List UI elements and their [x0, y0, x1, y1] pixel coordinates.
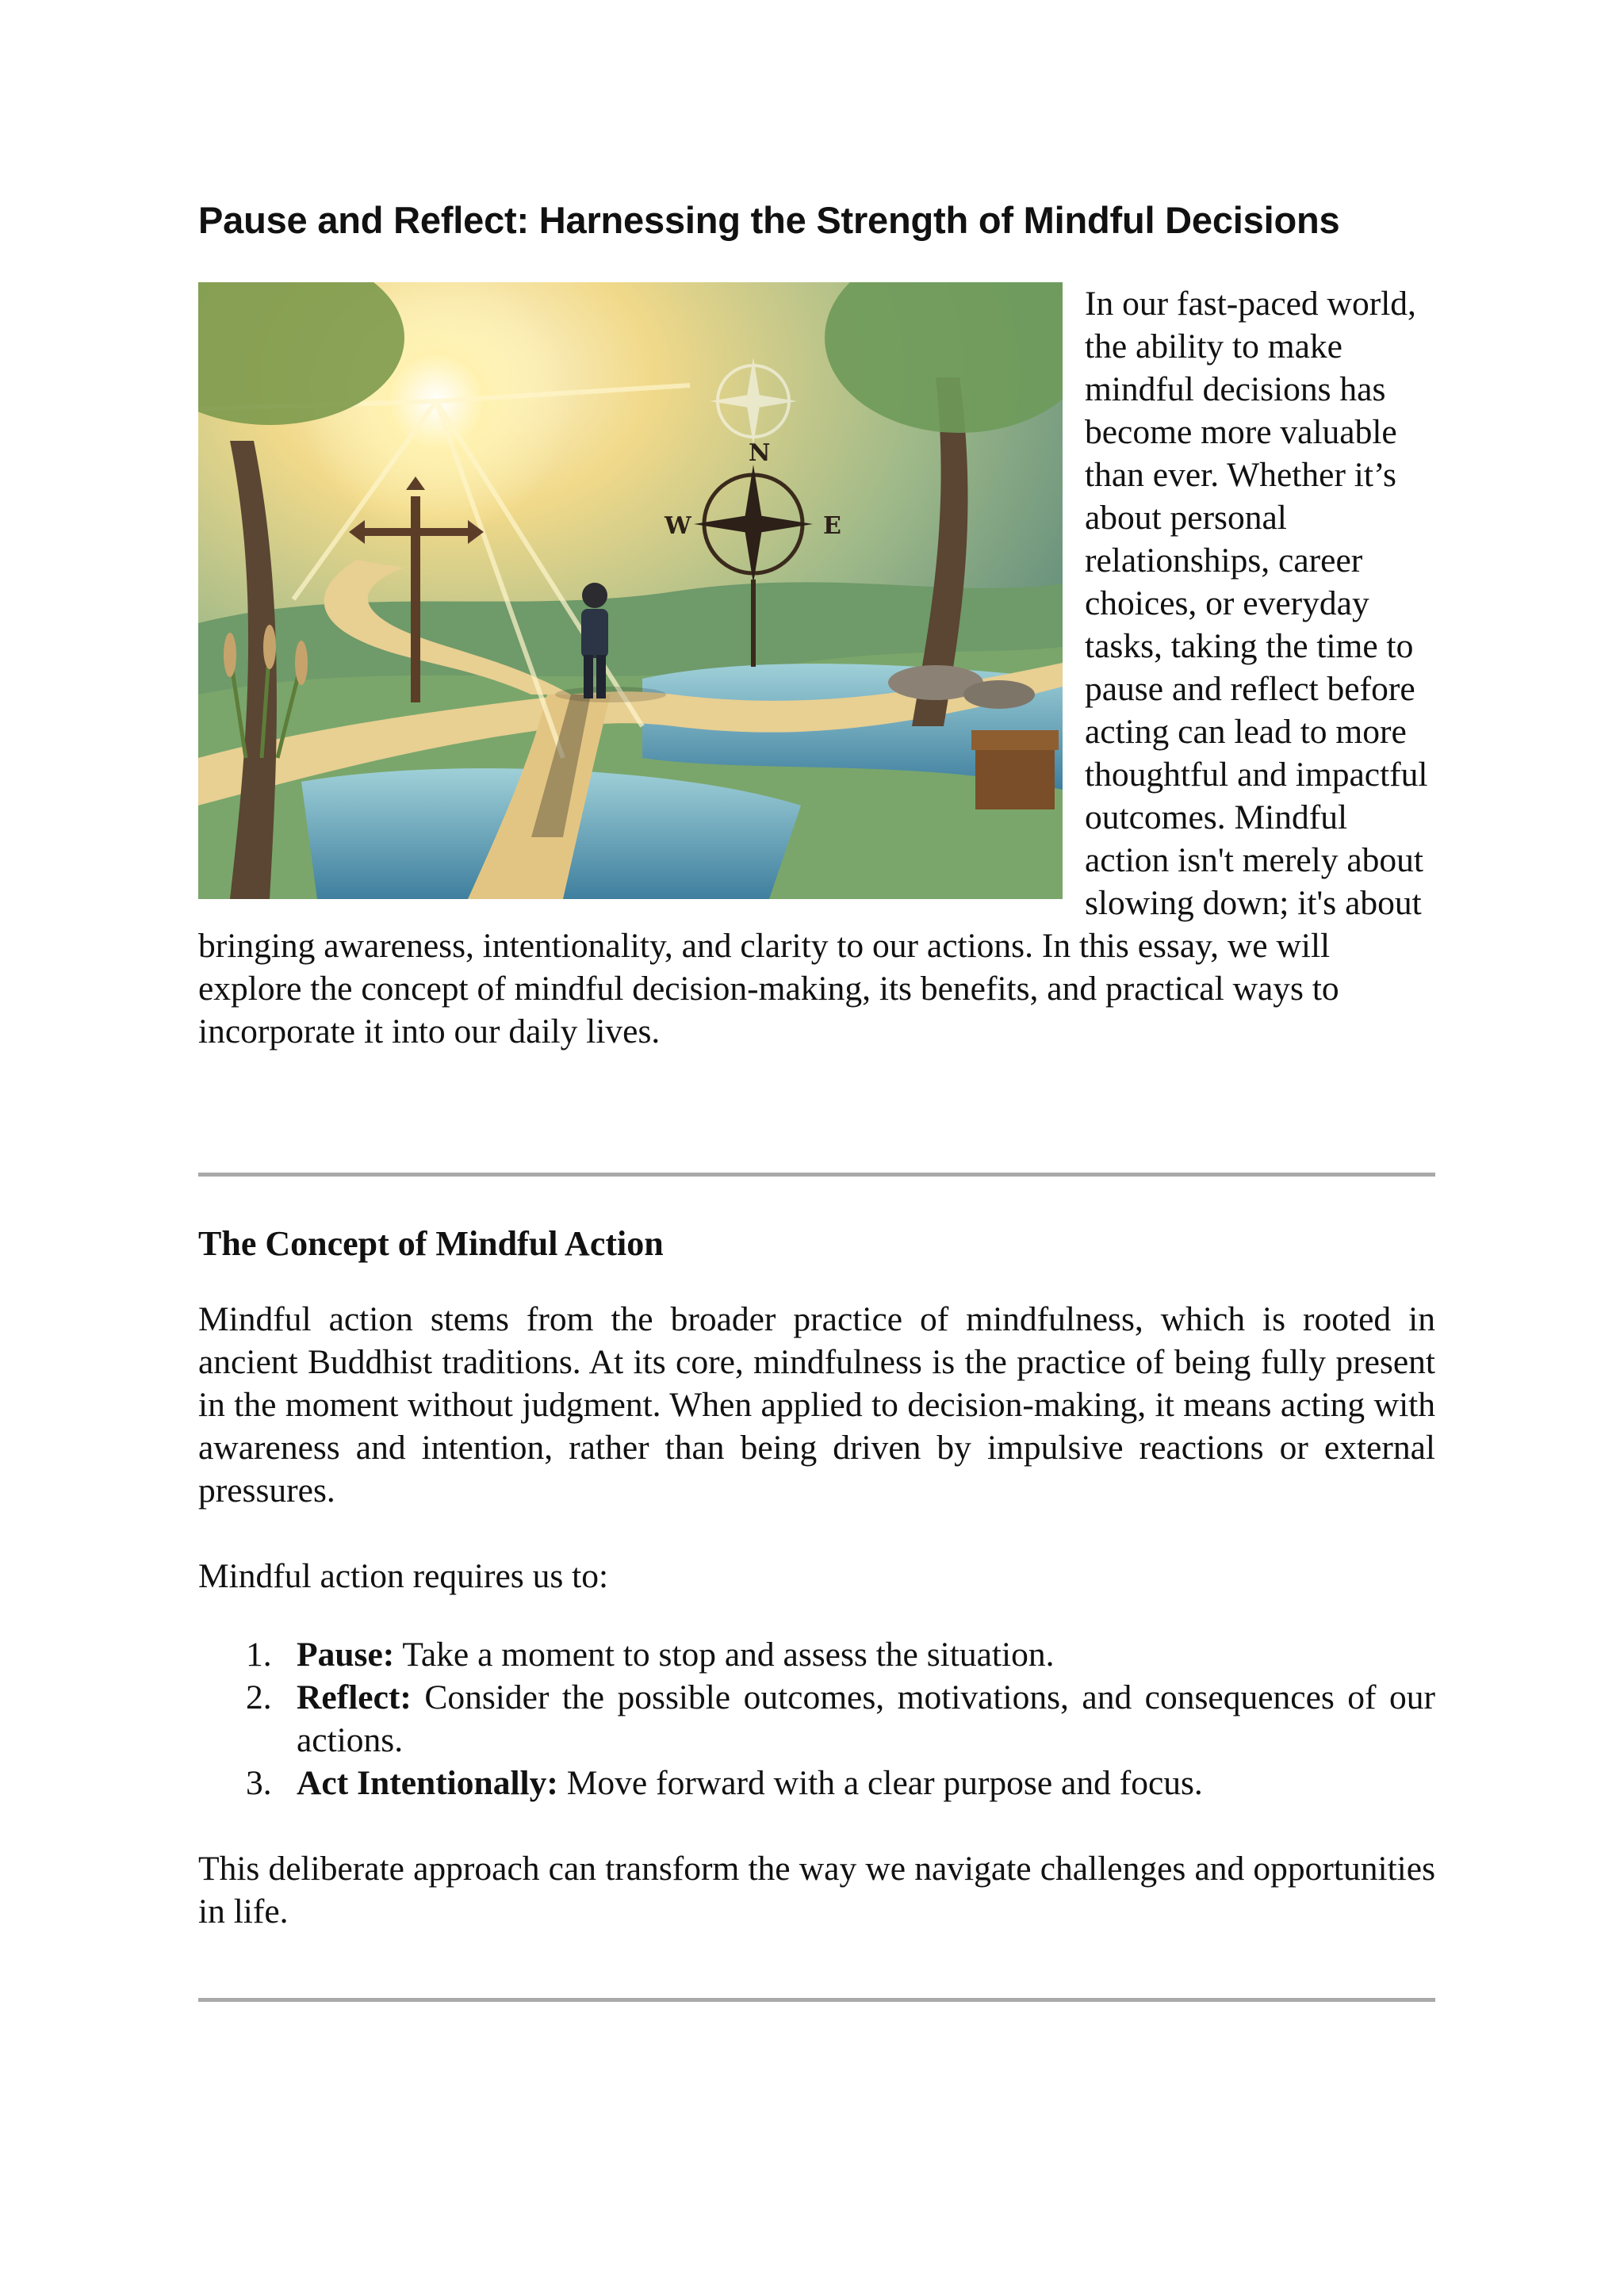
steps-list	[198, 1633, 1435, 1804]
section-paragraph: Mindful action stems from the broader practice of mindfulness, which is rooted in ancient Buddhist traditions. At its core, mindfulness is the practice of being fully present in the moment without judgment. When applied to decision-making, it means acting with awareness and intention, rather than being driven by impulsive reactions or external pressures.	[198, 1300, 1435, 1510]
list-item	[198, 1676, 1435, 1762]
step-text: Consider the possible outcomes, motivations, and consequences of our actions.	[297, 1678, 1435, 1759]
svg-text:E: E	[823, 512, 841, 540]
step-text: Move forward with a clear purpose and focus.	[557, 1764, 1203, 1802]
list-number: 3.	[246, 1764, 272, 1802]
intro-section	[198, 282, 1435, 1053]
closing-paragraph: This deliberate approach can transform the way we navigate challenges and opportunities in life.	[198, 1850, 1435, 1931]
step-label: Reflect:	[297, 1678, 412, 1716]
divider	[198, 1173, 1435, 1177]
step-label: Act Intentionally:	[297, 1764, 558, 1802]
page-title: Pause and Reflect: Harnessing the Strength of Mindful Decisions	[198, 199, 1340, 241]
list-item	[198, 1633, 1435, 1676]
crossroads-illustration	[198, 282, 1063, 899]
intro-paragraph: In our fast-paced world, the ability to make mindful decisions has become more valuable than ever. Whether it’s about personal relationships, career choices, or everyday tasks, taking the time to pause and reflect before acting can lead to more thoughtful and impactful outcomes. Mindful action isn't merely about slowing down; it's about bringing awareness, intentionality, and clarity to our actions. In this essay, we will explore the concept of mindful decision-making, its benefits, and practical ways to incorporate it into our daily lives.	[198, 285, 1428, 1050]
step-text: Take a moment to stop and assess the situation.	[394, 1636, 1055, 1674]
list-number: 1.	[246, 1636, 272, 1674]
svg-text:N: N	[749, 439, 771, 467]
divider	[198, 1998, 1435, 2002]
list-item	[198, 1762, 1435, 1804]
svg-text:W: W	[665, 512, 691, 540]
section-heading: The Concept of Mindful Action	[198, 1224, 664, 1263]
list-number: 2.	[246, 1678, 272, 1716]
step-label: Pause:	[297, 1636, 395, 1674]
list-intro: Mindful action requires us to:	[198, 1557, 609, 1595]
